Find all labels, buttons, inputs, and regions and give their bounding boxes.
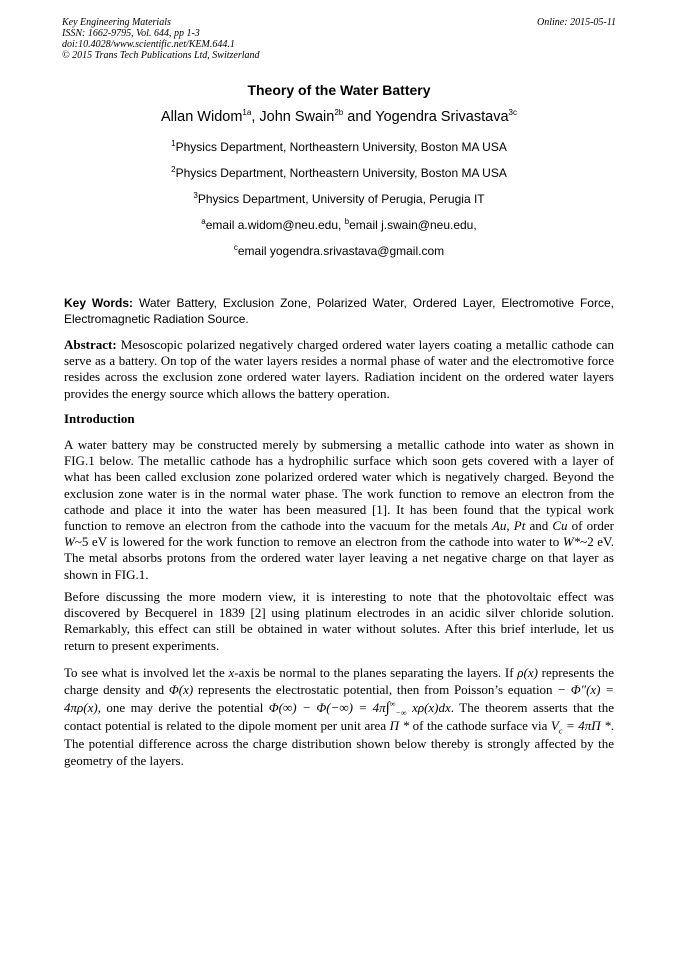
affil-sup: 3 bbox=[193, 191, 198, 200]
author-name: John Swain bbox=[259, 109, 335, 125]
email-text[interactable]: email j.swain@neu.edu, bbox=[349, 218, 477, 232]
integral-sign: ∫ bbox=[385, 699, 390, 716]
affil-text: Physics Department, Northeastern University, Boston MA USA bbox=[175, 166, 507, 180]
math-pi: Π * bbox=[389, 718, 410, 734]
author-affil-sup: 2b bbox=[334, 108, 344, 118]
affil-sup: 2 bbox=[171, 165, 176, 174]
section-heading-introduction: Introduction bbox=[64, 411, 135, 426]
email-text[interactable]: email a.widom@neu.edu, bbox=[205, 218, 345, 232]
paper-title: Theory of the Water Battery bbox=[247, 82, 431, 98]
email-line-c bbox=[0, 244, 678, 258]
email-line-ab bbox=[0, 218, 678, 232]
integrand: xρ(x)dx bbox=[412, 699, 451, 715]
math-phi: Φ(x) bbox=[168, 682, 194, 698]
author-list bbox=[0, 109, 678, 125]
math-rho: ρ(x) bbox=[517, 665, 538, 680]
issn-line: ISSN: 1662-9795, Vol. 644, pp 1-3 bbox=[62, 28, 200, 39]
email-sup: c bbox=[233, 243, 238, 252]
copyright-line: © 2015 Trans Tech Publications Ltd, Switzerland bbox=[62, 50, 260, 61]
text-run: Pt bbox=[513, 518, 526, 534]
text-run: ~2 eV. The metal absorbs protons from the ordered water layer leaving a net negative charge on that layer as shown in FIG.1. bbox=[64, 534, 614, 582]
text-run: and bbox=[525, 518, 553, 534]
affiliation-1 bbox=[0, 140, 678, 154]
text-run: W bbox=[64, 534, 75, 550]
doi-line[interactable]: doi:10.4028/www.scientific.net/KEM.644.1 bbox=[62, 39, 235, 50]
text-run: W* bbox=[562, 534, 581, 550]
poisson-equation: − Φ″(x) = 4πρ(x) bbox=[64, 682, 614, 715]
author-name: Allan Widom bbox=[161, 109, 243, 125]
affil-sup: 1 bbox=[171, 139, 176, 148]
text-run: To see what is involved let the bbox=[64, 665, 229, 680]
text-run: Cu bbox=[552, 518, 568, 534]
keywords bbox=[64, 296, 614, 327]
author-separator: and bbox=[343, 109, 376, 125]
text-run: represents the electrostatic potential, then from Poisson’s equation bbox=[193, 682, 558, 698]
math-vc-sub: c bbox=[558, 726, 563, 736]
text-run: x bbox=[228, 665, 235, 680]
keywords-label: Key Words: bbox=[64, 296, 134, 310]
text-run: represents the charge density and bbox=[64, 665, 614, 698]
affil-text: Physics Department, University of Perugia, Perugia IT bbox=[197, 192, 485, 206]
paragraph-2: Before discussing the more modern view, it is interesting to note that the photovoltaic effect was discovered by Becquerel in 1839 [2] using platinum electrodes in an acidic silver chloride solution. Remarkably, this effect can still be obtained in water without solutes. After this brief interlude, let us return to present experiments. bbox=[64, 589, 614, 653]
online-date: Online: 2015-05-11 bbox=[537, 17, 616, 28]
paragraph-3 bbox=[64, 664, 614, 769]
affiliation-2 bbox=[0, 166, 678, 180]
text-run: , one may derive the potential bbox=[97, 699, 269, 715]
text-run: A water battery may be constructed merely by submersing a metallic cathode into water as shown in FIG.1 below. The metallic cathode has a hydrophilic surface which soon gets covered with a layer of what has been called exclusion zone polarized ordered water which is negatively charged. Beyond the exclusion zone water is in the normal water phase. The work function to remove an electron from the cathode and place it into the water has been measured [1]. It has been found that the typical work function to remove an electron from the cathode into the vacuum for the metals bbox=[64, 437, 614, 534]
math-vc-eq: = 4πΠ * bbox=[562, 718, 611, 734]
text-run: of the cathode surface via bbox=[409, 718, 551, 734]
affiliation-3 bbox=[0, 192, 678, 206]
author-name: Yogendra Srivastava bbox=[375, 109, 509, 125]
email-text[interactable]: email yogendra.srivastava@gmail.com bbox=[237, 244, 445, 258]
potential-equation: Φ(∞) − Φ(−∞) = 4π bbox=[268, 699, 386, 715]
abstract-label: Abstract: bbox=[64, 337, 117, 352]
journal-name: Key Engineering Materials bbox=[62, 17, 171, 28]
text-run: of order bbox=[567, 518, 615, 534]
text-run: Au bbox=[491, 518, 507, 534]
journal-header bbox=[62, 17, 616, 61]
email-sup: b bbox=[344, 217, 350, 226]
affil-text: Physics Department, Northeastern University, Boston MA USA bbox=[175, 140, 507, 154]
abstract-text: Mesoscopic polarized negatively charged ordered water layers coating a metallic cathode can serve as a battery. On top of the water layers resides a normal phase of water and the electromotive force resides across the exclusion zone ordered water layers. Radiation incident on the ordered water layers provides the energy source which allows the battery operation. bbox=[64, 337, 614, 401]
author-affil-sup: 1a bbox=[242, 108, 252, 118]
text-run: . The potential difference across the charge distribution shown below thereby is strongly affected by the geometry of the layers. bbox=[64, 718, 614, 769]
text-run: ~5 eV is lowered for the work function to remove an electron from the cathode into water to bbox=[74, 534, 563, 550]
keywords-text: Water Battery, Exclusion Zone, Polarized Water, Ordered Layer, Electromotive Force, Electromagnetic Radiation Source. bbox=[64, 296, 614, 326]
paragraph-1 bbox=[64, 437, 614, 583]
email-sup: a bbox=[201, 217, 206, 226]
integral-lower-limit: −∞ bbox=[395, 708, 407, 718]
math-vc: V bbox=[550, 718, 559, 734]
text-run: . The theorem asserts that the contact potential is related to the dipole moment per unit area bbox=[64, 699, 614, 734]
text-run: -axis be normal to the planes separating the layers. If bbox=[234, 665, 518, 680]
author-affil-sup: 3c bbox=[508, 108, 517, 118]
author-separator: , bbox=[251, 109, 260, 125]
integral-upper-limit: ∞ bbox=[389, 699, 396, 709]
abstract bbox=[64, 337, 614, 402]
text-run: , bbox=[506, 518, 510, 534]
